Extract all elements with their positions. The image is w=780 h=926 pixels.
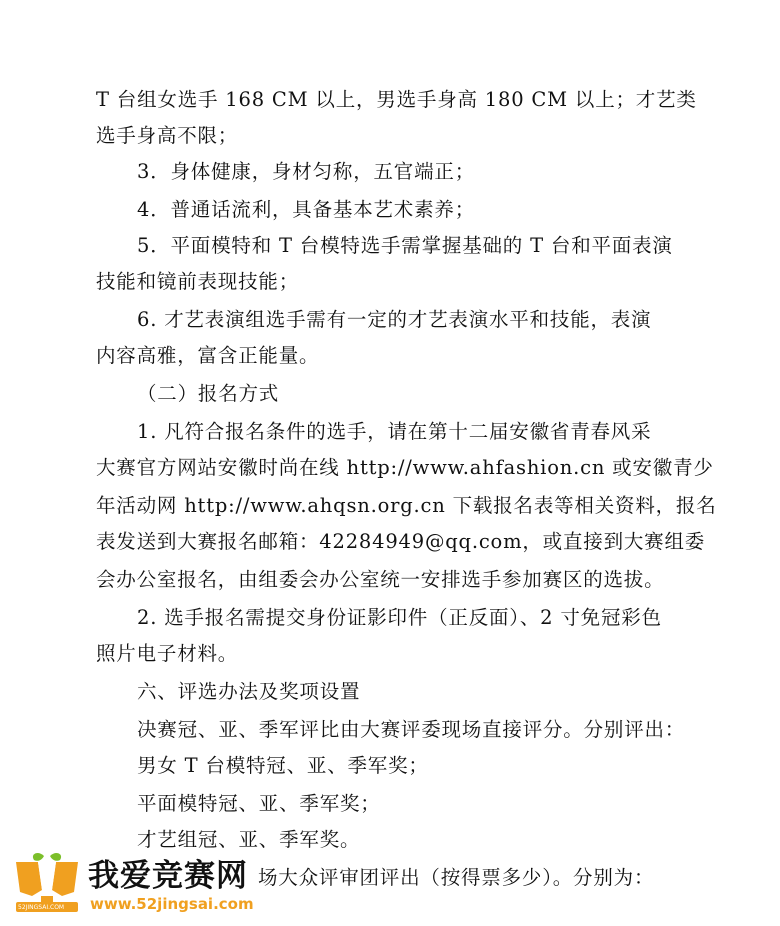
- section-heading-registration: （二）报名方式: [137, 382, 280, 405]
- registration-item-1-cont-c: 表发送到大赛报名邮箱：42284949@qq.com，或直接到大赛组委: [96, 530, 706, 553]
- watermark-logo: [8, 852, 298, 922]
- registration-item-1-cont-a: 大赛官方网站安徽时尚在线 http://www.ahfashion.cn 或安徽青少: [96, 456, 714, 479]
- registration-item-2: 2. 选手报名需提交身份证影印件（正反面）、2 寸免冠彩色: [137, 606, 662, 629]
- registration-item-1-cont-d: 会办公室报名，由组委会办公室统一安排选手参加赛区的选拔。: [96, 568, 665, 591]
- awards-line-4: 才艺组冠、亚、季军奖。: [137, 828, 361, 851]
- body-line-1: T 台组女选手 168 CM 以上，男选手身高 180 CM 以上；才艺类: [96, 88, 697, 111]
- awards-line-3: 平面模特冠、亚、季军奖；: [137, 792, 381, 815]
- list-item-5-cont: 技能和镜前表现技能；: [96, 270, 300, 293]
- body-line-2: 选手身高不限；: [96, 124, 239, 147]
- registration-item-1-cont-b: 年活动网 http://www.ahqsn.org.cn 下载报名表等相关资料，报名: [96, 494, 717, 517]
- list-item-4: 4．普通话流利，具备基本艺术素养；: [137, 198, 476, 221]
- registration-item-1: 1. 凡符合报名条件的选手，请在第十二届安徽省青春风采: [137, 420, 652, 443]
- list-item-6: 6. 才艺表演组选手需有一定的才艺表演水平和技能，表演: [137, 308, 652, 331]
- awards-line-2: 男女 T 台模特冠、亚、季军奖；: [137, 754, 429, 777]
- list-item-6-cont: 内容高雅，富含正能量。: [96, 344, 320, 367]
- section-heading-awards: 六、评选办法及奖项设置: [137, 680, 361, 703]
- watermark-url: www.52jingsai.com: [90, 895, 254, 913]
- awards-line-5: 场大众评审团评出（按得票多少）。分别为：: [258, 866, 655, 889]
- watermark-small-url: 52JINGSAI.COM: [18, 904, 65, 911]
- awards-line-1: 决赛冠、亚、季军评比由大赛评委现场直接评分。分别评出：: [137, 718, 686, 741]
- list-item-5: 5．平面模特和 T 台模特选手需掌握基础的 T 台和平面表演: [137, 234, 673, 257]
- list-item-3: 3．身体健康，身材匀称，五官端正；: [137, 160, 476, 183]
- registration-item-2-cont: 照片电子材料。: [96, 642, 239, 665]
- watermark-title: 我爱竞赛网: [88, 858, 248, 894]
